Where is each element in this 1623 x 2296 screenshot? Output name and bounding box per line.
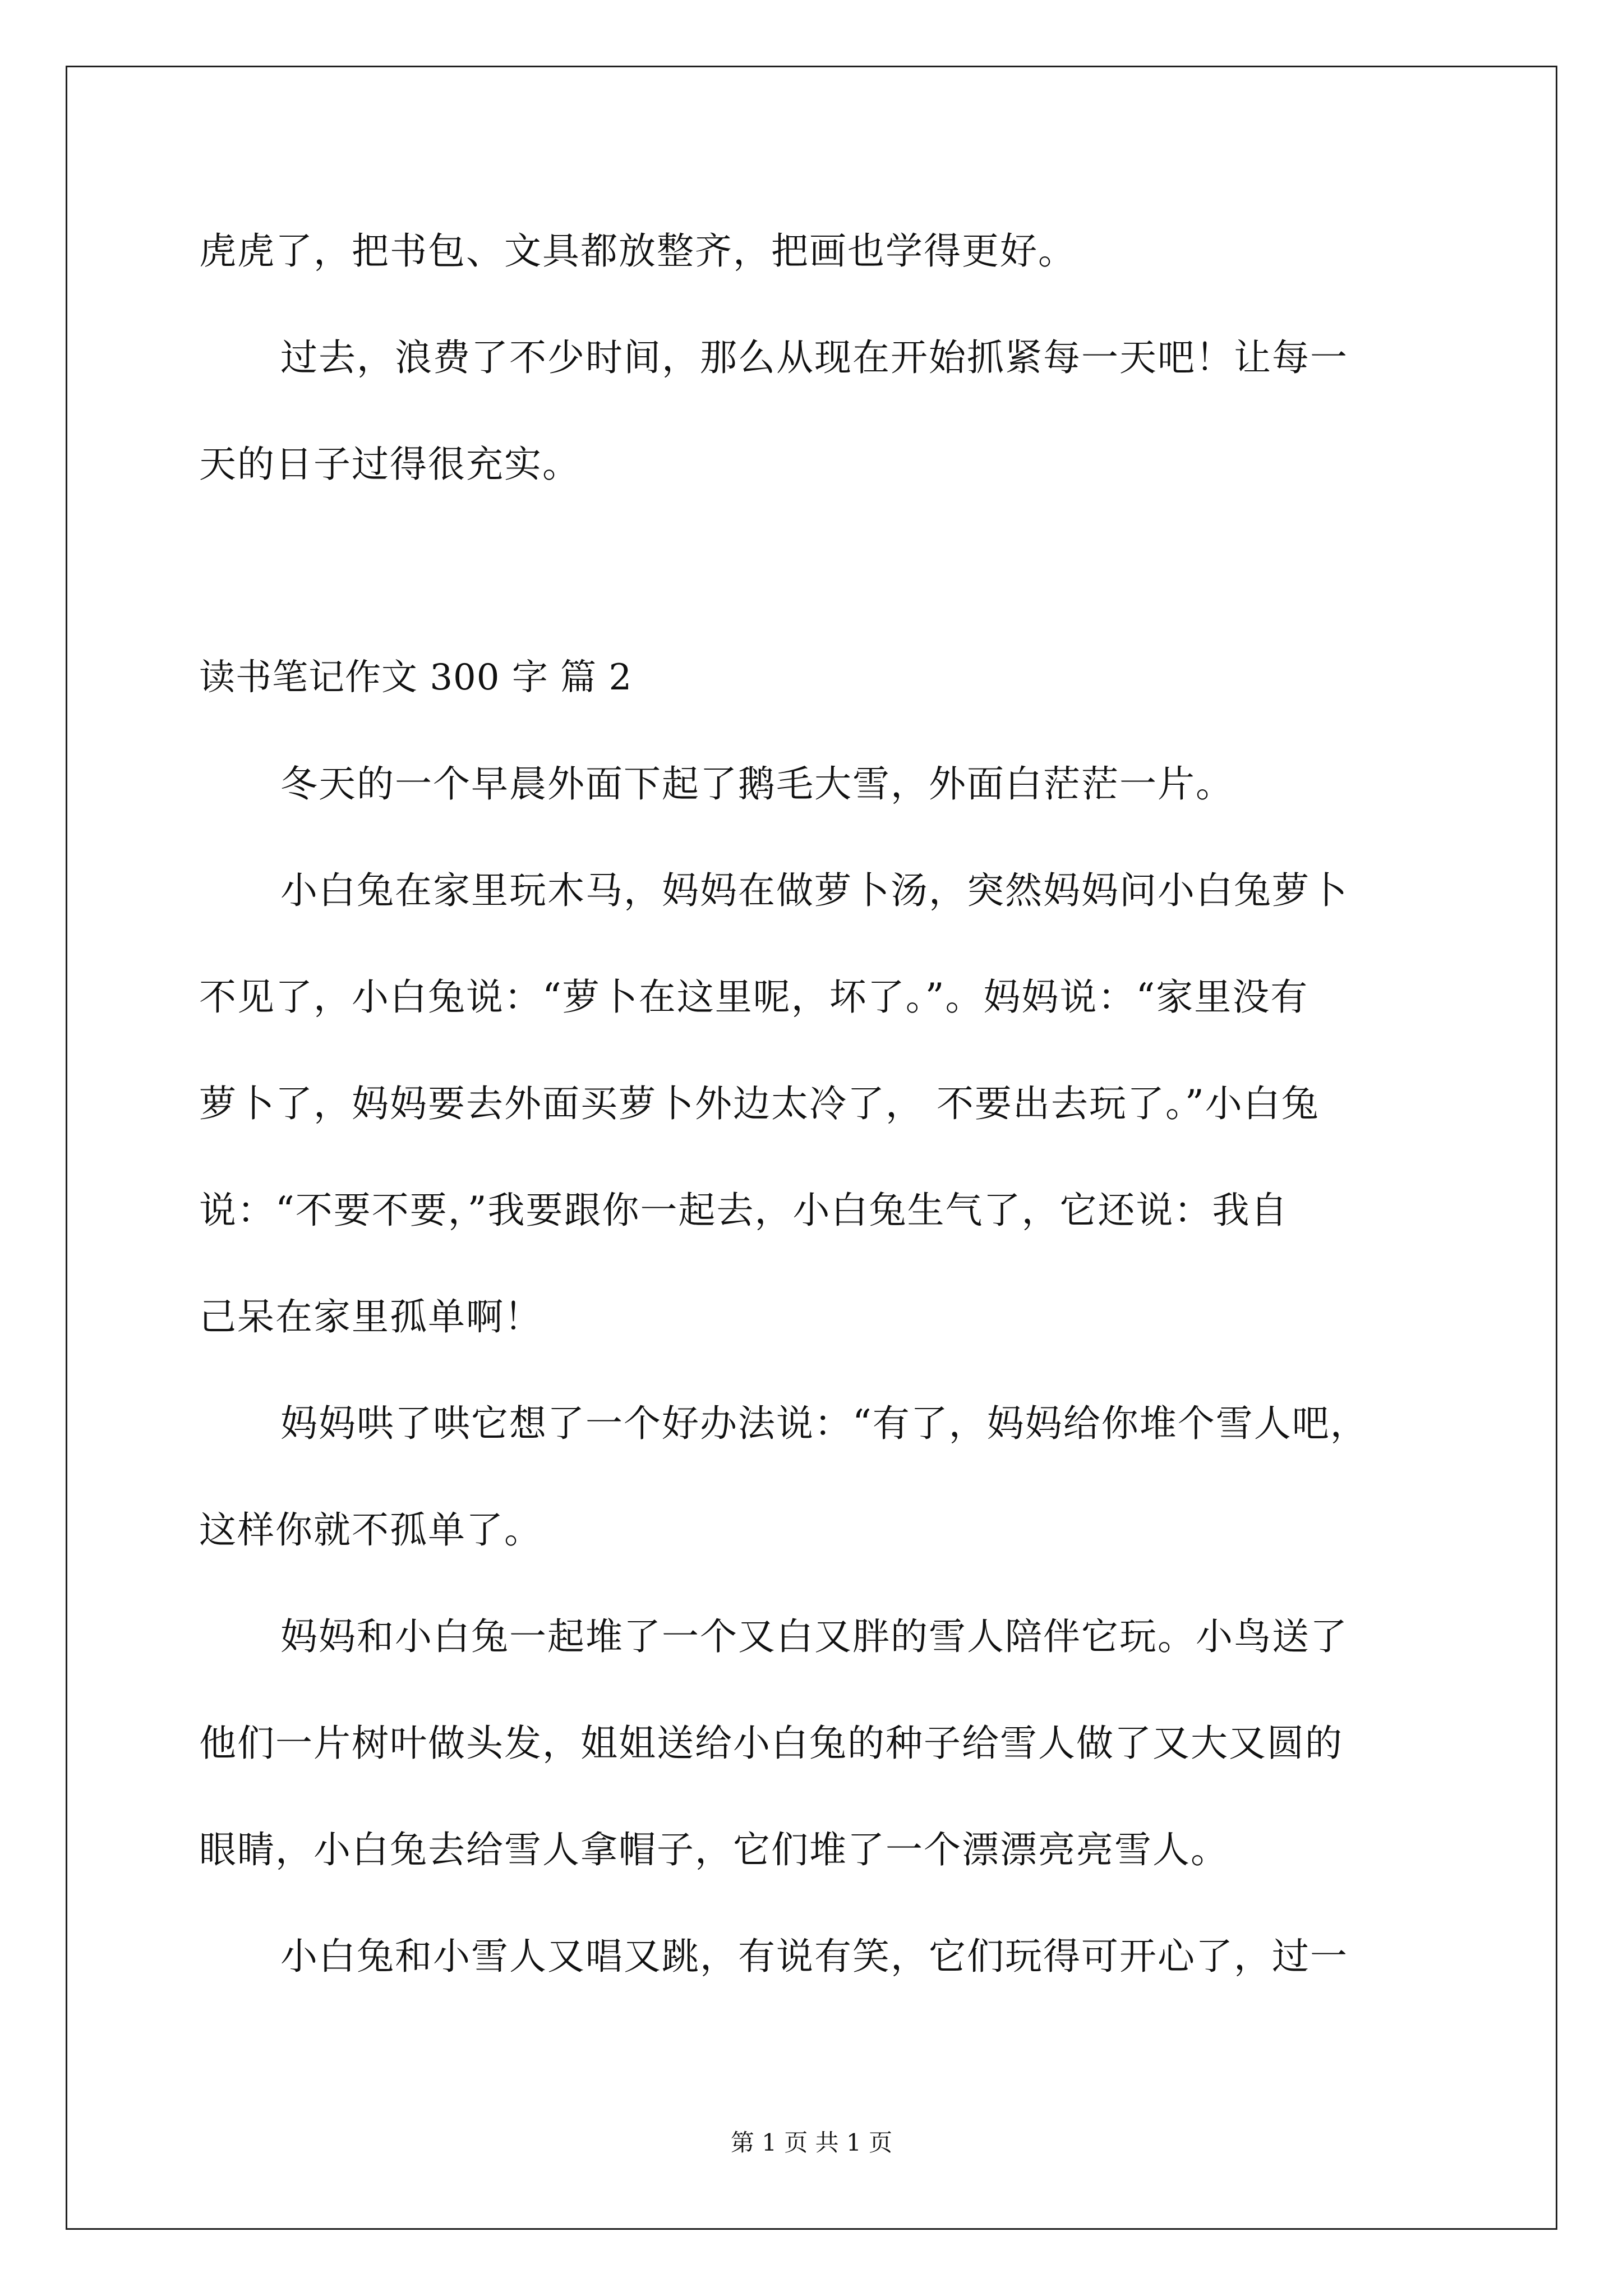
section-heading: 读书笔记作文 300 字 篇 2 xyxy=(199,657,633,698)
text-line: 萝卜了，妈妈要去外面买萝卜外边太冷了， 不要出去玩了。”小白兔 xyxy=(199,1082,1320,1125)
text-line: 妈妈哄了哄它想了一个好办法说：“有了，妈妈给你堆个雪人吧， xyxy=(280,1402,1368,1445)
text-line: 过去，浪费了不少时间，那么从现在开始抓紧每一天吧！让每一 xyxy=(280,336,1348,379)
text-line: 眼睛，小白兔去给雪人拿帽子，它们堆了一个漂漂亮亮雪人。 xyxy=(199,1828,1229,1871)
text-line: 说：“不要不要，”我要跟你一起去，小白兔生气了，它还说：我自 xyxy=(199,1189,1289,1232)
text-line: 小白兔和小雪人又唱又跳，有说有笑，它们玩得可开心了，过一 xyxy=(280,1935,1348,1978)
text-line: 这样你就不孤单了。 xyxy=(199,1508,542,1552)
text-line: 他们一片树叶做头发，姐姐送给小白兔的种子给雪人做了又大又圆的 xyxy=(199,1722,1343,1765)
text-line: 己呆在家里孤单啊！ xyxy=(199,1295,542,1338)
text-line: 天的日子过得很充实。 xyxy=(199,443,580,486)
text-line: 妈妈和小白兔一起堆了一个又白又胖的雪人陪伴它玩。小鸟送了 xyxy=(280,1615,1348,1658)
text-line: 冬天的一个早晨外面下起了鹅毛大雪，外面白茫茫一片。 xyxy=(280,762,1234,806)
text-line: 虎虎了，把书包、文具都放整齐，把画也学得更好。 xyxy=(199,229,1076,273)
page-footer: 第 1 页 共 1 页 xyxy=(730,2129,893,2156)
text-line: 小白兔在家里玩木马，妈妈在做萝卜汤，突然妈妈问小白兔萝卜 xyxy=(280,869,1348,912)
page-border xyxy=(66,66,1557,2230)
text-line: 不见了，小白兔说：“萝卜在这里呢，坏了。”。妈妈说：“家里没有 xyxy=(199,976,1309,1019)
